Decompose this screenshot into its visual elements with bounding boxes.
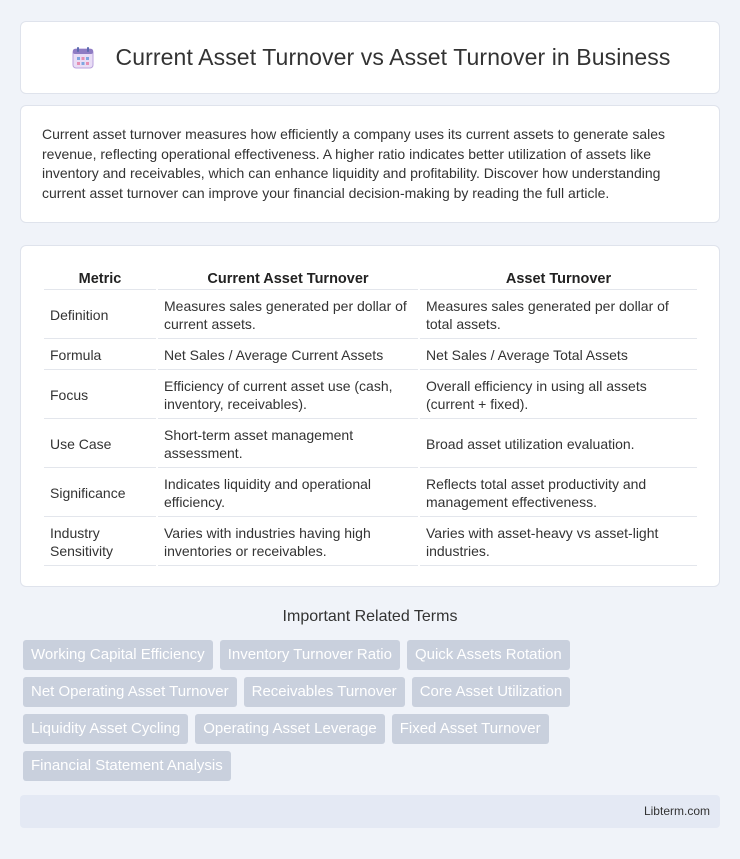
calendar-icon (70, 45, 96, 71)
related-term-tag[interactable]: Quick Assets Rotation (407, 640, 570, 670)
current-asset-cell: Indicates liquidity and operational efficiency. (158, 470, 418, 517)
header-current-asset-turnover: Current Asset Turnover (158, 268, 418, 290)
table-row (44, 470, 697, 517)
current-asset-cell: Efficiency of current asset use (cash, inventory, receivables). (158, 372, 418, 419)
metric-cell: Use Case (44, 421, 156, 468)
related-term-tag[interactable]: Fixed Asset Turnover (392, 714, 549, 744)
comparison-table (42, 266, 699, 568)
comparison-table-card (20, 245, 720, 587)
table-row (44, 341, 697, 370)
related-term-tag[interactable]: Inventory Turnover Ratio (220, 640, 400, 670)
related-term-tag[interactable]: Net Operating Asset Turnover (23, 677, 237, 707)
metric-cell: Formula (44, 341, 156, 370)
asset-cell: Overall efficiency in using all assets (current + fixed). (420, 372, 697, 419)
footer-brand-link[interactable]: Libterm.com (643, 804, 710, 818)
intro-card (20, 105, 720, 223)
current-asset-cell: Net Sales / Average Current Assets (158, 341, 418, 370)
table-row (44, 292, 697, 339)
header-asset-turnover: Asset Turnover (420, 268, 697, 290)
related-term-tag[interactable]: Core Asset Utilization (412, 677, 571, 707)
table-header-row (44, 268, 697, 290)
related-term-tag[interactable]: Operating Asset Leverage (195, 714, 384, 744)
metric-cell: Definition (44, 292, 156, 339)
asset-cell: Varies with asset-heavy vs asset-light industries. (420, 519, 697, 566)
header-card (20, 21, 720, 94)
metric-cell: Industry Sensitivity (44, 519, 156, 566)
related-terms-title: Important Related Terms (282, 608, 458, 625)
related-term-tag[interactable]: Liquidity Asset Cycling (23, 714, 188, 744)
table-row (44, 519, 697, 566)
table-row (44, 421, 697, 468)
current-asset-cell: Varies with industries having high inventories or receivables. (158, 519, 418, 566)
metric-cell: Focus (44, 372, 156, 419)
related-term-tag[interactable]: Financial Statement Analysis (23, 751, 231, 781)
asset-cell: Reflects total asset productivity and management effectiveness. (420, 470, 697, 517)
page-title: Current Asset Turnover vs Asset Turnover in Business (115, 44, 671, 70)
current-asset-cell: Short-term asset management assessment. (158, 421, 418, 468)
asset-cell: Net Sales / Average Total Assets (420, 341, 697, 370)
related-term-tag[interactable]: Working Capital Efficiency (23, 640, 213, 670)
related-term-tag[interactable]: Receivables Turnover (244, 677, 405, 707)
metric-cell: Significance (44, 470, 156, 517)
header-metric: Metric (44, 268, 156, 290)
related-terms-list (23, 640, 723, 788)
current-asset-cell: Measures sales generated per dollar of current assets. (158, 292, 418, 339)
asset-cell: Broad asset utilization evaluation. (420, 421, 697, 468)
footer (20, 795, 720, 828)
intro-text: Current asset turnover measures how efficiently a company uses its current assets to generate sales revenue, reflecting operational effectiveness. A higher ratio indicates better utilization of assets like inventory and receivables, which can enhance liquidity and profitability. Discover how understanding current asset turnover can improve your financial decision-making by reading the full article. (42, 126, 666, 201)
asset-cell: Measures sales generated per dollar of total assets. (420, 292, 697, 339)
table-row (44, 372, 697, 419)
